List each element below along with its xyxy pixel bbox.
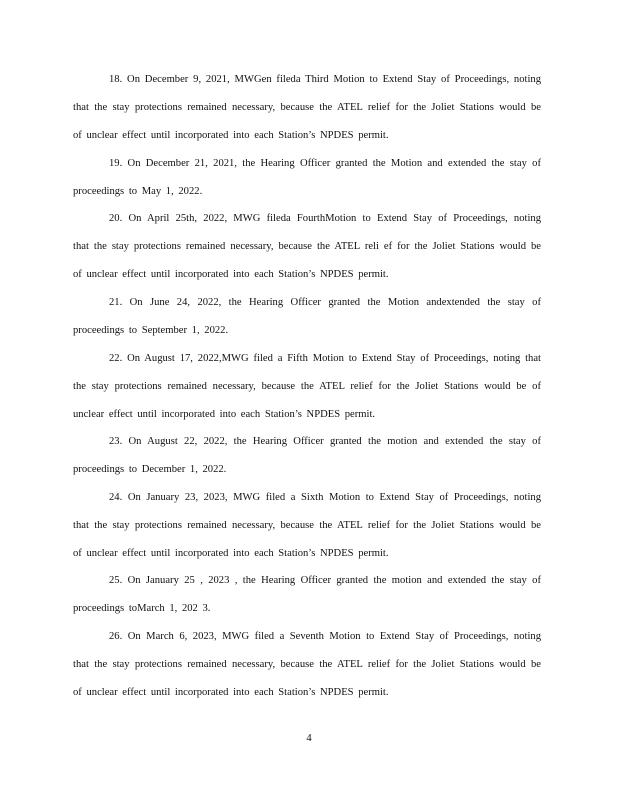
paragraph-23: 23. On August 22, 2022, the Hearing Officer granted the motion and extended the stay of proceedings to December 1, 2022.: [73, 436, 541, 475]
paragraph-26: 26. On March 6, 2023, MWG filed a Seventh Motion to Extend Stay of Proceedings, noting that the stay protections remained necessary, because the ATEL relief for the Joliet Stations would be of unclear effect until incorporated into each Station’s NPDES permit.: [73, 631, 541, 698]
paragraph-18: 18. On December 9, 2021, MWGen fileda Third Motion to Extend Stay of Proceedings, noting that the stay protections remained necessary, because the ATEL relief for the Joliet Stations would be of unclear effect until incorporated into each Station’s NPDES permit.: [73, 74, 541, 141]
paragraph-21: 21. On June 24, 2022, the Hearing Officer granted the Motion andextended the stay of proceedings to September 1, 2022.: [73, 297, 541, 336]
paragraph-24: 24. On January 23, 2023, MWG filed a Sixth Motion to Extend Stay of Proceedings, noting that the stay protections remained necessary, because the ATEL relief for the Joliet Stations would be of unclear effect until incorporated into each Station’s NPDES permit.: [73, 492, 541, 559]
paragraph-19: 19. On December 21, 2021, the Hearing Officer granted the Motion and extended the stay of proceedings to May 1, 2022.: [73, 158, 541, 197]
paragraph-20: 20. On April 25th, 2022, MWG fileda FourthMotion to Extend Stay of Proceedings, noting that the stay protections remained necessary, because the ATEL reli ef for the Joliet Stations would be of unclear effect until incorporated into each Station’s NPDES permit.: [73, 213, 541, 280]
paragraph-25: 25. On January 25 , 2023 , the Hearing Officer granted the motion and extended the stay of proceedings toMarch 1, 202 3.: [73, 575, 541, 614]
paragraph-22: 22. On August 17, 2022,MWG filed a Fifth Motion to Extend Stay of Proceedings, noting that the stay protections remained necessary, because the ATEL relief for the Joliet Stations would be of unclear effect until incorporated into each Station’s NPDES permit.: [73, 353, 541, 420]
page-number: 4: [306, 733, 312, 744]
